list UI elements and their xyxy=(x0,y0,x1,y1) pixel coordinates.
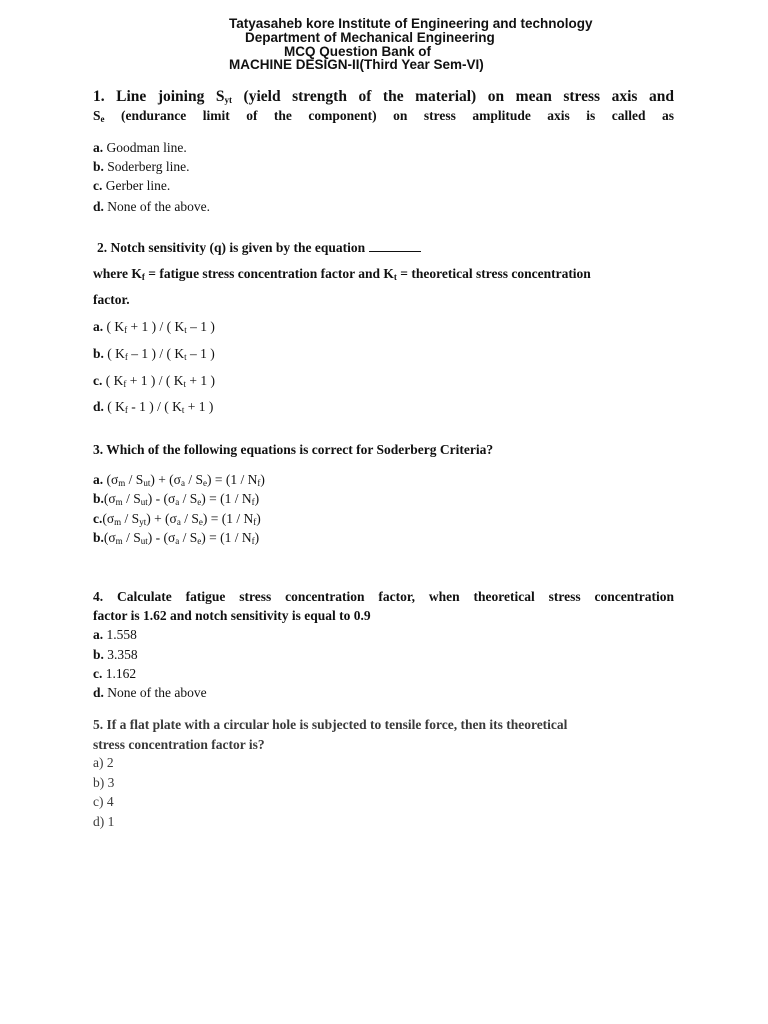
question-2-option-d: d. ( $K_f - 1$ ) / ( $K_t + 1$ ) xyxy=(93,399,214,415)
question-1-line-2: $S_e$ (endurance limit of the component) on stress amplitude axis is called as xyxy=(93,108,674,124)
question-3-stem: 3. Which of the following equations is correct for Soderberg Criteria? xyxy=(93,442,494,457)
question-3-option-c: $c.(\sigma_m / S_{yt}) + (\sigma_a / S_e) = (1 / N_f)$ xyxy=(93,511,261,527)
question-2-option-b: b. ( $K_f - 1$ ) / ( $K_t - 1$ ) xyxy=(93,346,215,362)
question-4-option-c: c. 1.162 xyxy=(93,666,137,681)
question-2-option-c: c. ( $K_f + 1$ ) / ( $K_t + 1$ ) xyxy=(93,373,215,389)
question-3-option-a: a. $(\sigma_m / S_{ut}) + (\sigma_a / S_e) = (1 / N_f)$ xyxy=(93,472,265,488)
question-5-option-a: a) 2 xyxy=(93,755,114,770)
question-1-line-1: 1. Line joining $S_{yt}$ (yield strength of the material) on mean stress axis and xyxy=(93,88,674,105)
question-1-option-b: b. Soderberg line. xyxy=(93,159,190,174)
question-4-option-b: b. 3.358 xyxy=(93,647,138,662)
question-5-option-d: d) 1 xyxy=(93,814,115,829)
subject-title: MACHINE DESIGN-II(Third Year Sem-VI) xyxy=(229,57,484,72)
question-2-where-line: where $K_f$ = fatigue stress concentration factor and $K_t$ = theoretical stress concentration xyxy=(93,266,591,282)
question-4-line-2: factor is 1.62 and notch sensitivity is equal to 0.9 xyxy=(93,608,371,623)
question-5-option-c: c) 4 xyxy=(93,794,114,809)
question-2-option-a: a. ( $K_f + 1$ ) / ( $K_t - 1$ ) xyxy=(93,319,215,335)
question-bank-title: MCQ Question Bank of xyxy=(284,44,432,59)
question-1-option-d: d. None of the above. xyxy=(93,199,210,214)
question-3-option-b: $b.(\sigma_m / S_{ut}) - (\sigma_a / S_e) = (1 / N_f)$ xyxy=(93,491,260,507)
question-5-option-b: b) 3 xyxy=(93,775,115,790)
institute-name: Tatyasaheb kore Institute of Engineering and technology xyxy=(229,16,593,31)
question-4-option-d: d. None of the above xyxy=(93,685,207,700)
question-5-line-2: stress concentration factor is? xyxy=(93,737,265,752)
question-4-option-a: a. 1.558 xyxy=(93,627,137,642)
question-5-line-1: 5. If a flat plate with a circular hole is subjected to tensile force, then its theoretical xyxy=(93,717,568,732)
answer-blank xyxy=(369,239,421,252)
question-1-option-c: c. Gerber line. xyxy=(93,178,171,193)
question-4-line-1: 4. Calculate fatigue stress concentration factor, when theoretical stress concentration xyxy=(93,589,674,604)
question-2-factor-line: factor. xyxy=(93,292,130,307)
question-3-option-d: $b.(\sigma_m / S_{ut}) - (\sigma_a / S_e) = (1 / N_f)$ xyxy=(93,530,260,546)
department-name: Department of Mechanical Engineering xyxy=(245,30,495,45)
question-1-option-a: a. Goodman line. xyxy=(93,140,187,155)
question-2-stem: 2. Notch sensitivity (q) is given by the equation xyxy=(97,239,421,257)
